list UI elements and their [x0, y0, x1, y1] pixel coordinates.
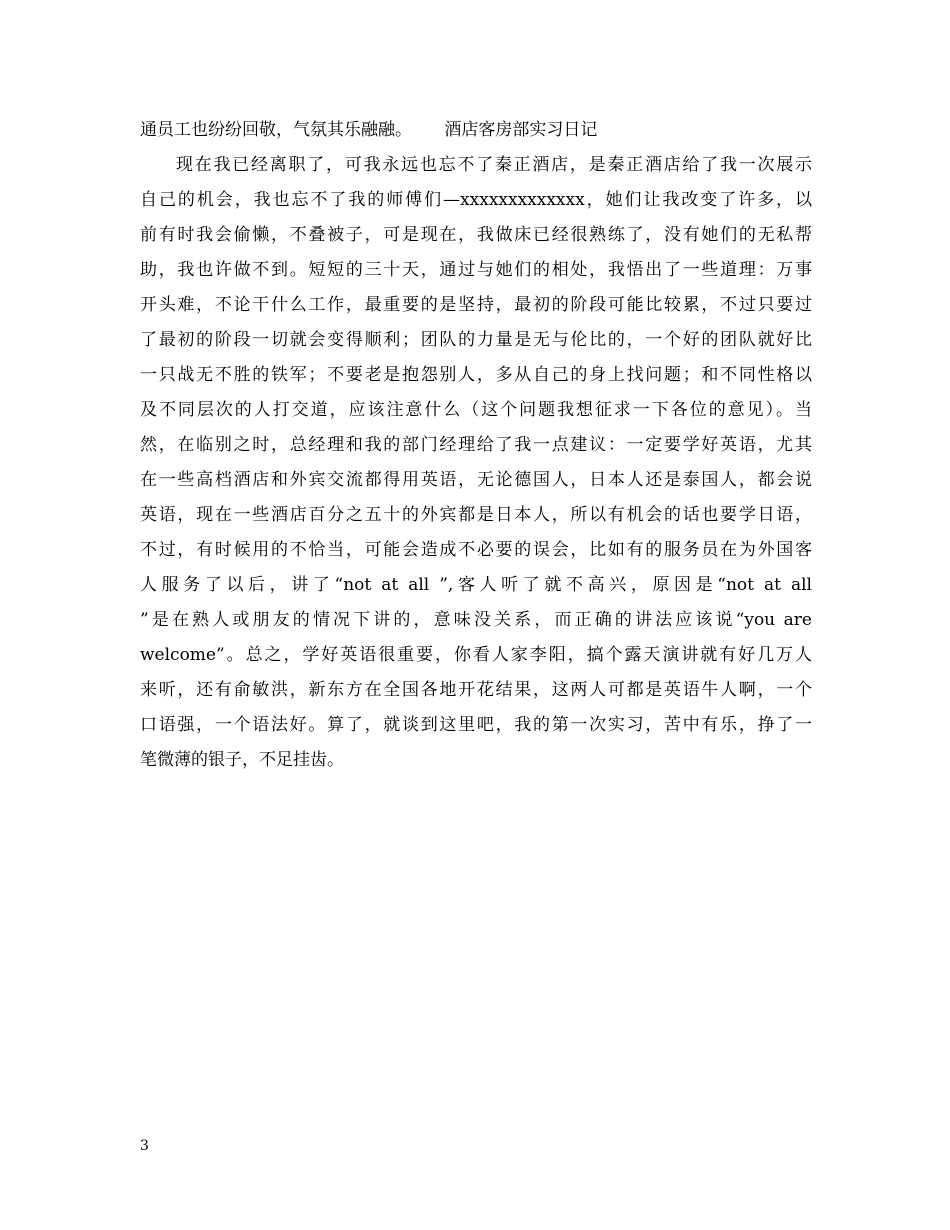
text-line: ”是在熟人或朋友的情况下讲的，意味没关系，而正确的讲法应该说“you are	[140, 610, 812, 630]
text-line: 开头难，不论干什么工作，最重要的是坚持，最初的阶段可能比较累，不过只要过	[140, 295, 812, 315]
text-line: 英语，现在一些酒店百分之五十的外宾都是日本人，所以有机会的话也要学日语，	[140, 505, 812, 525]
text-line: 口语强，一个语法好。算了，就谈到这里吧，我的第一次实习，苦中有乐，挣了一	[140, 715, 812, 735]
text-line: 现在我已经离职了，可我永远也忘不了秦正酒店，是秦正酒店给了我一次展示	[176, 155, 812, 175]
text-line: 一只战无不胜的铁军；不要老是抱怨别人，多从自己的身上找问题；和不同性格以	[140, 365, 812, 385]
text-line: 然，在临别之时，总经理和我的部门经理给了我一点建议：一定要学好英语，尤其	[140, 435, 812, 455]
text-line: 笔微薄的银子，不足挂齿。	[140, 750, 344, 770]
text-line: 前有时我会偷懒，不叠被子，可是现在，我做床已经很熟练了，没有她们的无私帮	[140, 225, 812, 245]
text-line: 自己的机会，我也忘不了我的师傅们—xxxxxxxxxxxxx，她们让我改变了许多，以	[140, 190, 812, 210]
text-line: 了最初的阶段一切就会变得顺利；团队的力量是无与伦比的，一个好的团队就好比	[140, 330, 812, 350]
text-line: 在一些高档酒店和外宾交流都得用英语，无论德国人，日本人还是泰国人，都会说	[140, 470, 812, 490]
text-line: welcome”。总之，学好英语很重要，你看人家李阳，搞个露天演讲就有好几万人	[140, 645, 812, 665]
text-line: 及不同层次的人打交道，应该注意什么（这个问题我想征求一下各位的意见）。当	[140, 400, 812, 420]
text-line: 人服务了以后，讲了“not at all ”,客人听了就不高兴，原因是“not at all	[140, 575, 812, 595]
text-line: 通员工也纷纷回敬，气氛其乐融融。 酒店客房部实习日记	[140, 120, 598, 140]
text-line: 不过，有时候用的不恰当，可能会造成不必要的误会，比如有的服务员在为外国客	[140, 540, 812, 560]
page-number: 3	[140, 1138, 149, 1154]
text-line: 来听，还有俞敏洪，新东方在全国各地开花结果，这两人可都是英语牛人啊，一个	[140, 680, 812, 700]
text-line: 助，我也许做不到。短短的三十天，通过与她们的相处，我悟出了一些道理：万事	[140, 260, 812, 280]
